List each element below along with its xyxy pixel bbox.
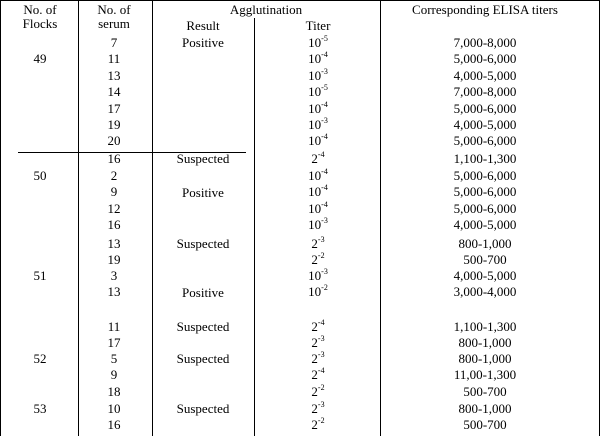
titer-base: 2 — [311, 417, 318, 432]
titer-exponent: -3 — [321, 215, 328, 225]
titer-exponent: -3 — [321, 266, 328, 276]
elisa-titer: 5,000-6,000 — [453, 133, 517, 148]
titer-value — [311, 333, 325, 350]
titer-base: 2 — [311, 236, 318, 251]
titer-value — [308, 182, 328, 199]
result-label: Positive — [182, 35, 224, 50]
titer-value — [308, 66, 328, 83]
flock-number: 51 — [33, 268, 47, 283]
titer-value — [311, 382, 325, 399]
column-divider — [254, 18, 255, 436]
column-divider — [152, 0, 153, 436]
titer-value — [311, 399, 325, 416]
titer-base: 10 — [308, 51, 322, 66]
header-serum-line2: serum — [98, 16, 130, 31]
elisa-titer: 1,100-1,300 — [453, 151, 517, 166]
titer-base: 2 — [311, 384, 318, 399]
elisa-titer: 800-1,000 — [458, 236, 512, 251]
titer-exponent: -2 — [317, 382, 325, 392]
header-titer: Titer — [305, 18, 331, 33]
titer-exponent: -2 — [317, 250, 325, 260]
titer-exponent: -4 — [321, 199, 328, 209]
titer-exponent: -4 — [317, 149, 325, 159]
titer-exponent: -2 — [317, 415, 325, 425]
column-divider — [78, 0, 79, 436]
row-divider — [435, 0, 600, 1]
titer-value — [308, 33, 328, 50]
header-elisa: Corresponding ELISA titers — [412, 2, 558, 17]
result-label: Suspected — [176, 151, 230, 166]
titer-base: 2 — [311, 401, 318, 416]
serum-number: 19 — [107, 252, 121, 267]
titer-exponent: -3 — [317, 234, 325, 244]
titer-exponent: -5 — [321, 33, 328, 43]
titer-exponent: -3 — [317, 399, 325, 409]
result-label: Suspected — [176, 236, 230, 251]
titer-base: 2 — [311, 252, 318, 267]
elisa-titer: 4,000-5,000 — [453, 68, 517, 83]
flock-number: 52 — [33, 351, 47, 366]
titer-value — [308, 215, 328, 232]
header-serum-line1: No. of — [97, 2, 131, 17]
elisa-titer: 5,000-6,000 — [453, 51, 517, 66]
serum-number: 18 — [107, 384, 121, 399]
serum-number: 16 — [107, 417, 121, 432]
titer-base: 2 — [311, 335, 318, 350]
serum-number: 19 — [107, 117, 121, 132]
serum-number: 14 — [107, 84, 121, 99]
elisa-titer: 500-700 — [463, 417, 507, 432]
serum-number: 16 — [107, 151, 121, 166]
elisa-titer: 4,000-5,000 — [453, 217, 517, 232]
serum-number: 2 — [110, 168, 118, 183]
titer-exponent: -4 — [321, 99, 328, 109]
titer-exponent: -5 — [321, 82, 328, 92]
elisa-titer: 5,000-6,000 — [453, 101, 517, 116]
elisa-titer: 1,100-1,300 — [453, 319, 517, 334]
titer-value — [308, 131, 328, 148]
elisa-titer: 7,000-8,000 — [453, 35, 517, 50]
titer-exponent: -3 — [317, 349, 325, 359]
elisa-titer: 5,000-6,000 — [453, 201, 517, 216]
titer-value — [308, 115, 328, 132]
result-label: Suspected — [176, 351, 230, 366]
elisa-titer: 800-1,000 — [458, 335, 512, 350]
elisa-titer: 800-1,000 — [458, 401, 512, 416]
titer-base: 10 — [308, 184, 322, 199]
serum-number: 7 — [110, 35, 118, 50]
titer-base: 10 — [308, 284, 322, 299]
titer-value — [308, 166, 328, 183]
titer-value — [308, 82, 328, 99]
titer-value — [311, 365, 325, 382]
serum-number: 9 — [110, 367, 118, 382]
titer-exponent: -2 — [321, 282, 328, 292]
elisa-titer: 5,000-6,000 — [453, 168, 517, 183]
titer-value — [311, 250, 325, 267]
elisa-titer: 7,000-8,000 — [453, 84, 517, 99]
titer-base: 10 — [308, 35, 322, 50]
titer-exponent: -4 — [321, 131, 328, 141]
flock-number: 49 — [33, 51, 47, 66]
titer-base: 10 — [308, 84, 322, 99]
elisa-titer: 500-700 — [463, 252, 507, 267]
serum-number: 9 — [110, 184, 118, 199]
result-label: Suspected — [176, 319, 230, 334]
flock-number: 50 — [33, 168, 47, 183]
elisa-titer: 3,000-4,000 — [453, 284, 517, 299]
titer-base: 2 — [311, 319, 318, 334]
titer-value — [311, 349, 325, 366]
serum-number: 12 — [107, 201, 121, 216]
elisa-titer: 500-700 — [463, 384, 507, 399]
titer-base: 10 — [308, 168, 322, 183]
titer-base: 2 — [311, 351, 318, 366]
titer-value — [311, 317, 325, 334]
serum-number: 13 — [107, 68, 121, 83]
serum-number: 20 — [107, 133, 121, 148]
titer-base: 2 — [311, 151, 318, 166]
result-label: Positive — [182, 185, 224, 200]
titer-base: 2 — [311, 367, 318, 382]
titer-base: 10 — [308, 133, 322, 148]
titer-base: 10 — [308, 101, 322, 116]
titer-base: 10 — [308, 201, 322, 216]
serum-number: 3 — [110, 268, 118, 283]
flock-number: 53 — [33, 401, 47, 416]
header-flocks-line1: No. of — [23, 2, 57, 17]
titer-value — [311, 415, 325, 432]
titer-exponent: -3 — [317, 333, 325, 343]
titer-value — [311, 234, 325, 251]
serum-number: 5 — [110, 351, 118, 366]
titer-exponent: -4 — [321, 166, 328, 176]
column-divider — [380, 0, 381, 436]
titer-base: 10 — [308, 268, 322, 283]
titer-exponent: -4 — [317, 317, 325, 327]
serum-number: 17 — [107, 101, 121, 116]
titer-value — [308, 199, 328, 216]
titer-base: 10 — [308, 117, 322, 132]
titer-exponent: -3 — [321, 115, 328, 125]
elisa-titer: 5,000-6,000 — [453, 184, 517, 199]
titer-exponent: -3 — [321, 66, 328, 76]
titer-exponent: -4 — [321, 182, 328, 192]
titer-value — [308, 282, 328, 299]
titer-base: 10 — [308, 217, 322, 232]
serum-number: 13 — [107, 284, 121, 299]
titer-value — [308, 99, 328, 116]
header-agglutination: Agglutination — [229, 2, 303, 17]
header-flocks-line2: Flocks — [22, 16, 58, 31]
serum-number: 16 — [107, 217, 121, 232]
elisa-titer: 4,000-5,000 — [453, 268, 517, 283]
serum-number: 11 — [107, 319, 121, 334]
result-label: Suspected — [176, 401, 230, 416]
elisa-titer: 4,000-5,000 — [453, 117, 517, 132]
elisa-titer: 800-1,000 — [458, 351, 512, 366]
serum-number: 17 — [107, 335, 121, 350]
titer-exponent: -4 — [321, 49, 328, 59]
titer-value — [311, 149, 325, 166]
column-divider — [0, 0, 1, 436]
elisa-titer: 11,00-1,300 — [453, 367, 517, 382]
titer-exponent: -4 — [317, 365, 325, 375]
titer-value — [308, 266, 328, 283]
result-label: Positive — [182, 285, 224, 300]
titer-value — [308, 49, 328, 66]
serum-number: 11 — [107, 51, 121, 66]
serum-number: 10 — [107, 401, 121, 416]
titer-base: 10 — [308, 68, 322, 83]
header-result: Result — [186, 18, 220, 33]
serum-number: 13 — [107, 236, 121, 251]
